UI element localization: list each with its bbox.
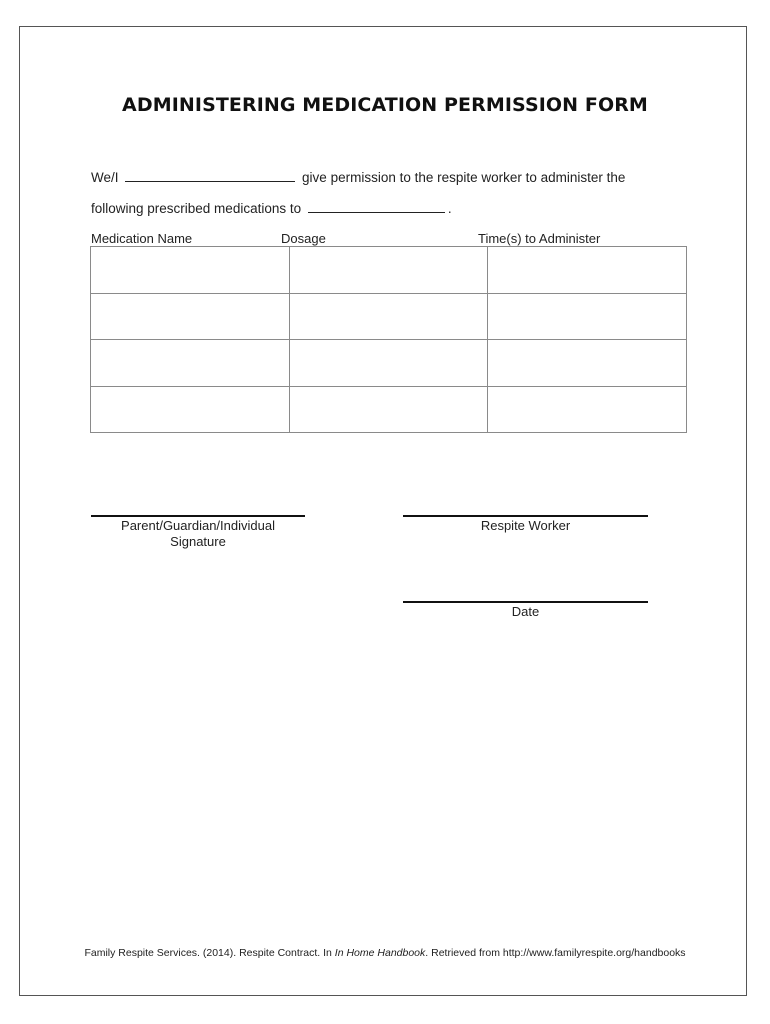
time-cell[interactable] [488,293,687,340]
medication-name-cell[interactable] [91,247,290,294]
parent-signature-line[interactable] [91,515,305,517]
medication-name-cell[interactable] [91,340,290,387]
medication-table [90,246,687,433]
medications-to-label: following prescribed medications to [91,201,302,216]
permission-statement-line-2 [91,200,452,216]
date-line[interactable] [403,601,648,603]
permission-text: give permission to the respite worker to administer the [302,170,626,185]
citation-book-title: In Home Handbook [334,947,426,959]
citation-part-2: . Retrieved from http://www.familyrespite.org/handbooks [425,947,686,959]
times-to-administer-header: Time(s) to Administer [478,231,601,246]
citation-footer [0,947,770,959]
respite-worker-signature-line[interactable] [403,515,648,517]
medication-name-cell[interactable] [91,293,290,340]
form-title: ADMINISTERING MEDICATION PERMISSION FORM [122,94,648,116]
dosage-header: Dosage [281,231,326,246]
guardian-name-blank[interactable] [125,169,295,182]
parent-signature-label [91,518,305,550]
table-row [91,340,687,387]
dosage-cell[interactable] [290,340,488,387]
medication-name-cell[interactable] [91,386,290,433]
recipient-name-blank[interactable] [308,200,445,213]
line-end-period: . [447,201,452,216]
time-cell[interactable] [488,247,687,294]
medication-name-header: Medication Name [91,231,193,246]
date-label: Date [511,604,540,619]
we-i-label: We/I [91,170,119,185]
parent-signature-label-line1: Parent/Guardian/Individual [121,518,275,533]
table-row [91,247,687,294]
dosage-cell[interactable] [290,293,488,340]
dosage-cell[interactable] [290,247,488,294]
time-cell[interactable] [488,340,687,387]
time-cell[interactable] [488,386,687,433]
table-row [91,386,687,433]
citation-part-1: Family Respite Services. (2014). Respite Contract. In [84,947,335,959]
parent-signature-label-line2: Signature [170,534,226,549]
permission-statement-line-1 [91,169,625,185]
table-row [91,293,687,340]
dosage-cell[interactable] [290,386,488,433]
respite-worker-label: Respite Worker [480,518,571,533]
